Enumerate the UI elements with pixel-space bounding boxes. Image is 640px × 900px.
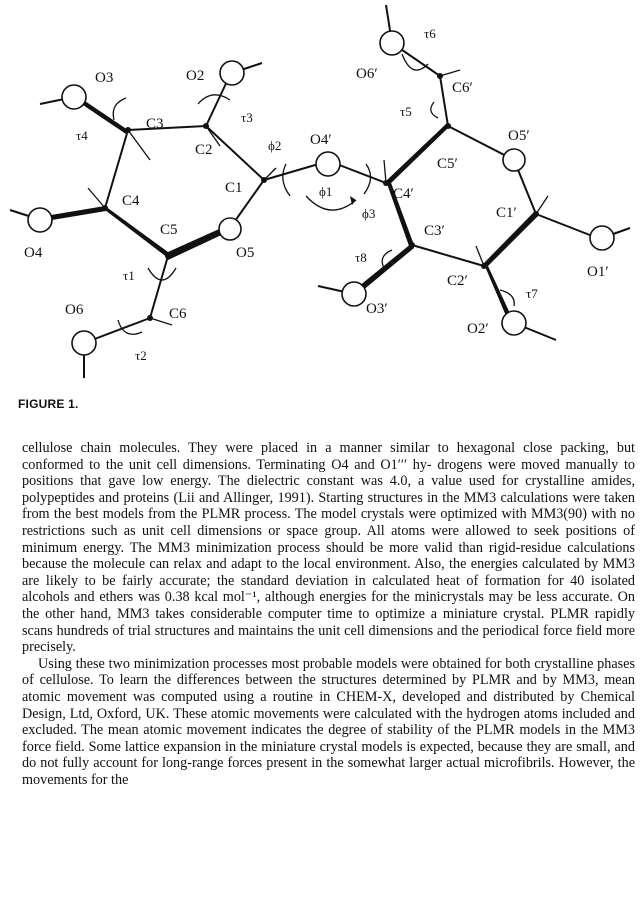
text-line: valid than rigid-residue calculations because the molecule can relax and adapt to the — [22, 539, 636, 573]
figure-caption: FIGURE 1. — [18, 397, 79, 411]
label-C4-prime: C4′ — [393, 186, 414, 202]
text-line: with no restrictions such as unit cell dimensions or space group. All atoms were allowed — [22, 506, 635, 539]
text-line: Using these two minimization processes most probable models were obtained for — [38, 655, 506, 672]
text-line: to seek positions of minimum energy. The MM3 minimization process should be more — [22, 522, 635, 556]
label-tau7: τ7 — [526, 286, 538, 301]
label-C6: C6 — [169, 306, 187, 322]
label-O5-prime: O5′ — [508, 128, 530, 144]
text-line: These atomic movements were calculated with the hydrogen atoms included and — [173, 705, 635, 722]
text-line: drogens were moved manually to positions that gave low energy. The dielectric — [22, 456, 635, 490]
label-phi3: ϕ3 — [362, 206, 376, 221]
text-line: accurate. On the other hand, MM3 takes considerable computer time to optimize a — [22, 589, 635, 622]
text-line: routine in CHEM-X, developed and distributed by Chemical Design, Ltd, Oxford, UK. — [22, 688, 635, 722]
label-O4: O4 — [24, 245, 43, 261]
label-O6-prime: O6′ — [356, 66, 378, 82]
paragraph-2 — [22, 656, 635, 789]
label-O4-prime: O4′ — [310, 132, 332, 148]
text-line: accurate; the standard deviation in calculated heat of formation for 40 isolated alcohols — [22, 572, 635, 606]
label-O3-prime: O3′ — [366, 301, 388, 317]
torsion-labels — [76, 26, 538, 363]
paragraph-1 — [22, 440, 635, 656]
label-tau8: τ8 — [355, 250, 367, 265]
glycosidic-linkage — [264, 152, 386, 210]
text-line: is expected, because they are small, and do not fully account for long-range forces — [22, 738, 635, 772]
label-O2-prime: O2′ — [467, 321, 489, 337]
text-line: Allinger, 1991). Starting structures in the MM3 calculations were taken from the best — [22, 489, 636, 523]
label-C1: C1 — [225, 180, 243, 196]
text-line: present in the somewhat larger actual microfibrils. However, the movements for the — [22, 755, 635, 788]
label-tau6: τ6 — [424, 26, 436, 41]
cellobiose-structure-figure — [0, 0, 640, 390]
label-C2-prime: C2′ — [447, 273, 468, 289]
left-glucose-ring — [10, 61, 276, 378]
text-line: excluded. The mean atomic movement indicates the degree of stability of the PLMR — [22, 722, 520, 739]
body-text — [22, 440, 635, 788]
label-tau4: τ4 — [76, 128, 88, 143]
label-tau1: τ1 — [123, 268, 135, 283]
label-O2: O2 — [186, 68, 205, 84]
label-C5: C5 — [160, 222, 178, 238]
text-line: determined by PLMR and by MM3, mean atomic movement was computed using a — [22, 672, 635, 705]
text-line: both crystalline phases of cellulose. To learn the differences between the structures — [22, 655, 635, 689]
atom-labels — [24, 66, 609, 337]
label-tau3: τ3 — [241, 110, 253, 125]
text-line: packing, but conformed to the unit cell dimensions. Terminating O4 and O1′′′ hy- — [22, 440, 635, 473]
text-line: miniature crystal. PLMR rapidly scans hundreds of trial structures and maintains the — [22, 605, 635, 639]
label-C3: C3 — [146, 116, 164, 132]
label-O5: O5 — [236, 245, 255, 261]
label-O3: O3 — [95, 70, 114, 86]
torsion-arrows — [113, 54, 514, 334]
label-phi1: ϕ1 — [319, 184, 333, 199]
text-line: models in the MM3 force field. Some lattice expansion in the miniature crystal models — [22, 722, 635, 755]
text-line: cellulose chain molecules. They were placed in a manner similar to hexagonal close — [22, 440, 561, 456]
text-line: and ethers was 0.38 kcal mol⁻¹, although energies for the minicrystals may be less — [74, 589, 563, 606]
label-O6: O6 — [65, 302, 84, 318]
right-glucose-ring — [318, 5, 630, 340]
text-line: constant was 4.0, a value used for crystalline amides, polypeptides and proteins (Lii and — [22, 473, 635, 506]
label-tau5: τ5 — [400, 104, 412, 119]
label-phi2: ϕ2 — [268, 138, 282, 153]
label-C3-prime: C3′ — [424, 223, 445, 239]
label-C2: C2 — [195, 142, 213, 158]
label-C4: C4 — [122, 193, 140, 209]
text-line: models from the PLMR process. The model crystals were optimized with MM3(90) — [102, 506, 592, 523]
text-line: unit cell dimensions and the periodical force field more precisely. — [22, 622, 635, 656]
text-line: local environment. Also, the energies calculated by MM3 are likely to be fairly — [22, 556, 635, 589]
label-C5-prime: C5′ — [437, 156, 458, 172]
label-O1-prime: O1′ — [587, 264, 609, 280]
label-tau2: τ2 — [135, 348, 147, 363]
label-C6-prime: C6′ — [452, 80, 473, 96]
label-C1-prime: C1′ — [496, 205, 517, 221]
